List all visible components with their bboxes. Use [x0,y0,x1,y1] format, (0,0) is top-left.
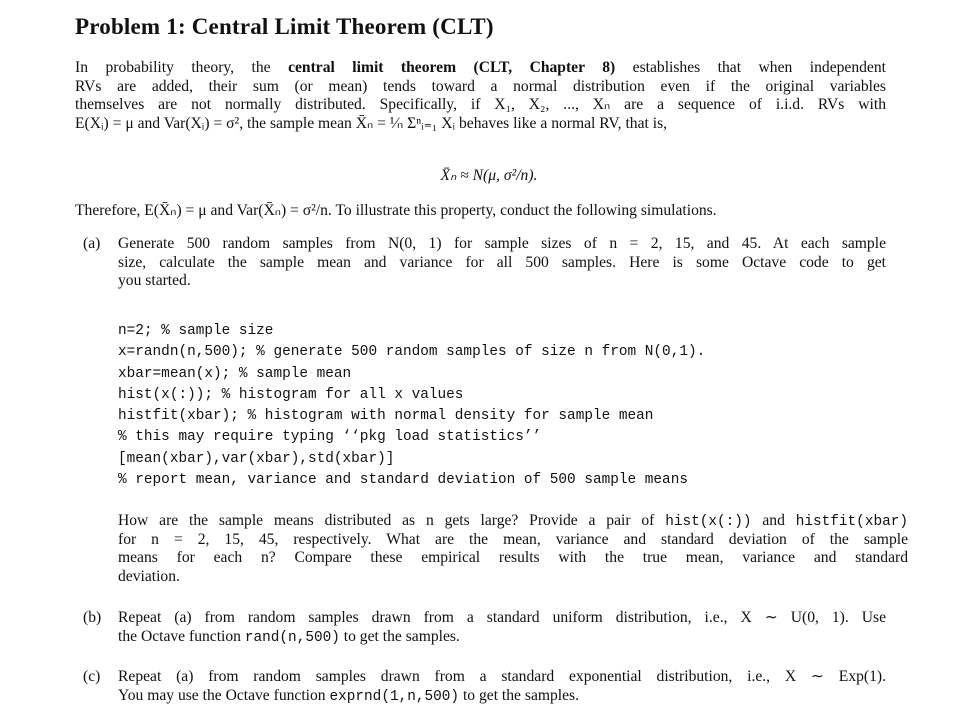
text-segment: themselves are not normally distributed. Specifically, if X₁, X₂, ..., Xₙ are a sequence of i.i.d. RVs with [75,96,886,114]
text-segment: E(Xᵢ) = μ and Var(Xᵢ) = σ², the sample mean X̄ₙ = ¹⁄ₙ Σⁿᵢ₌₁ Xᵢ behaves like a normal RV, that is, [75,115,668,133]
text-line [118,568,908,587]
code-line: [mean(xbar),var(xbar),std(xbar)] [118,450,395,467]
text-segment: Repeat (a) from random samples drawn from a standard uniform distribution, i.e., X ∼ U(0, 1). Use [118,609,886,626]
intro-paragraph [75,59,886,134]
therefore-paragraph [75,202,886,221]
text-segment: deviation. [118,568,180,586]
text-line [118,549,908,568]
text-line [118,687,886,706]
text-segment: you started. [118,272,191,290]
text-line [75,59,886,78]
code-line: % this may require typing ‘‘pkg load statistics’’ [118,429,542,446]
clt-formula: X̄ₙ ≈ N(μ, σ²/n). [440,167,538,184]
code-line: histfit(xbar); % histogram with normal density for sample mean [118,408,654,425]
inline-code: histfit(xbar) [795,514,908,530]
text-segment: establishes that when independent [615,59,886,76]
text-line [118,272,886,291]
text-segment: Therefore, E(X̄ₙ) = μ and Var(X̄ₙ) = σ²/n. To illustrate this property, conduct the following simulations. [75,202,717,219]
code-line: n=2; % sample size [118,323,274,339]
text-line [118,254,886,273]
text-line [118,512,908,531]
text-line [75,115,886,134]
part-b-text [118,609,886,646]
text-line [118,628,886,647]
text-segment: size, calculate the sample mean and variance for all 500 samples. Here is some Octave code to get [118,253,886,271]
code-line: hist(x(:)); % histogram for all x values [118,386,464,403]
text-segment: the Octave function [118,627,245,645]
text-segment: to get the samples. [459,686,580,704]
text-segment: RVs are added, their sum (or mean) tends toward a normal distribution even if the original variables [75,77,886,95]
part-a-label: (a) [83,235,101,252]
part-a-text [118,235,886,291]
text-segment: In probability theory, the [75,59,289,76]
text-line [75,202,886,221]
octave-code-block [118,321,705,491]
problem-title: Problem 1: Central Limit Theorem (CLT) [75,14,494,39]
text-line [118,235,886,254]
inline-code: rand(n,500) [244,629,340,646]
text-line [118,609,886,628]
text-segment: and [751,512,796,529]
text-line [118,531,908,550]
text-line [75,96,886,115]
text-line [118,668,886,687]
code-line: x=randn(n,500); % generate 500 random samples of size n from N(0,1). [118,344,706,361]
code-line: xbar=mean(x); % sample mean [118,365,352,382]
part-a-questions [118,512,908,587]
text-segment: Repeat (a) from random samples drawn from a standard exponential distribution, i.e., X ∼ Exp(1). [118,668,886,685]
part-c-label: (c) [83,668,101,685]
inline-code: exprnd(1,n,500) [329,688,460,705]
inline-code: hist(x(:)) [665,514,752,530]
part-c-text [118,668,886,705]
text-segment: How are the sample means distributed as n gets large? Provide a pair of [118,512,666,529]
code-line: % report mean, variance and standard deviation of 500 sample means [118,472,688,489]
text-segment: Generate 500 random samples from N(0, 1) for sample sizes of n = 2, 15, and 45. At each sample [118,235,886,252]
text-segment: means for each n? Compare these empirical results with the true mean, variance and standard [118,549,908,567]
text-line [75,78,886,97]
text-segment: for n = 2, 15, 45, respectively. What are the mean, variance and standard deviation of the sample [118,530,908,548]
text-segment: You may use the Octave function [118,686,330,704]
part-b-label: (b) [83,609,102,626]
bold-text: central limit theorem (CLT, Chapter 8) [288,59,616,76]
text-segment: to get the samples. [339,627,460,645]
